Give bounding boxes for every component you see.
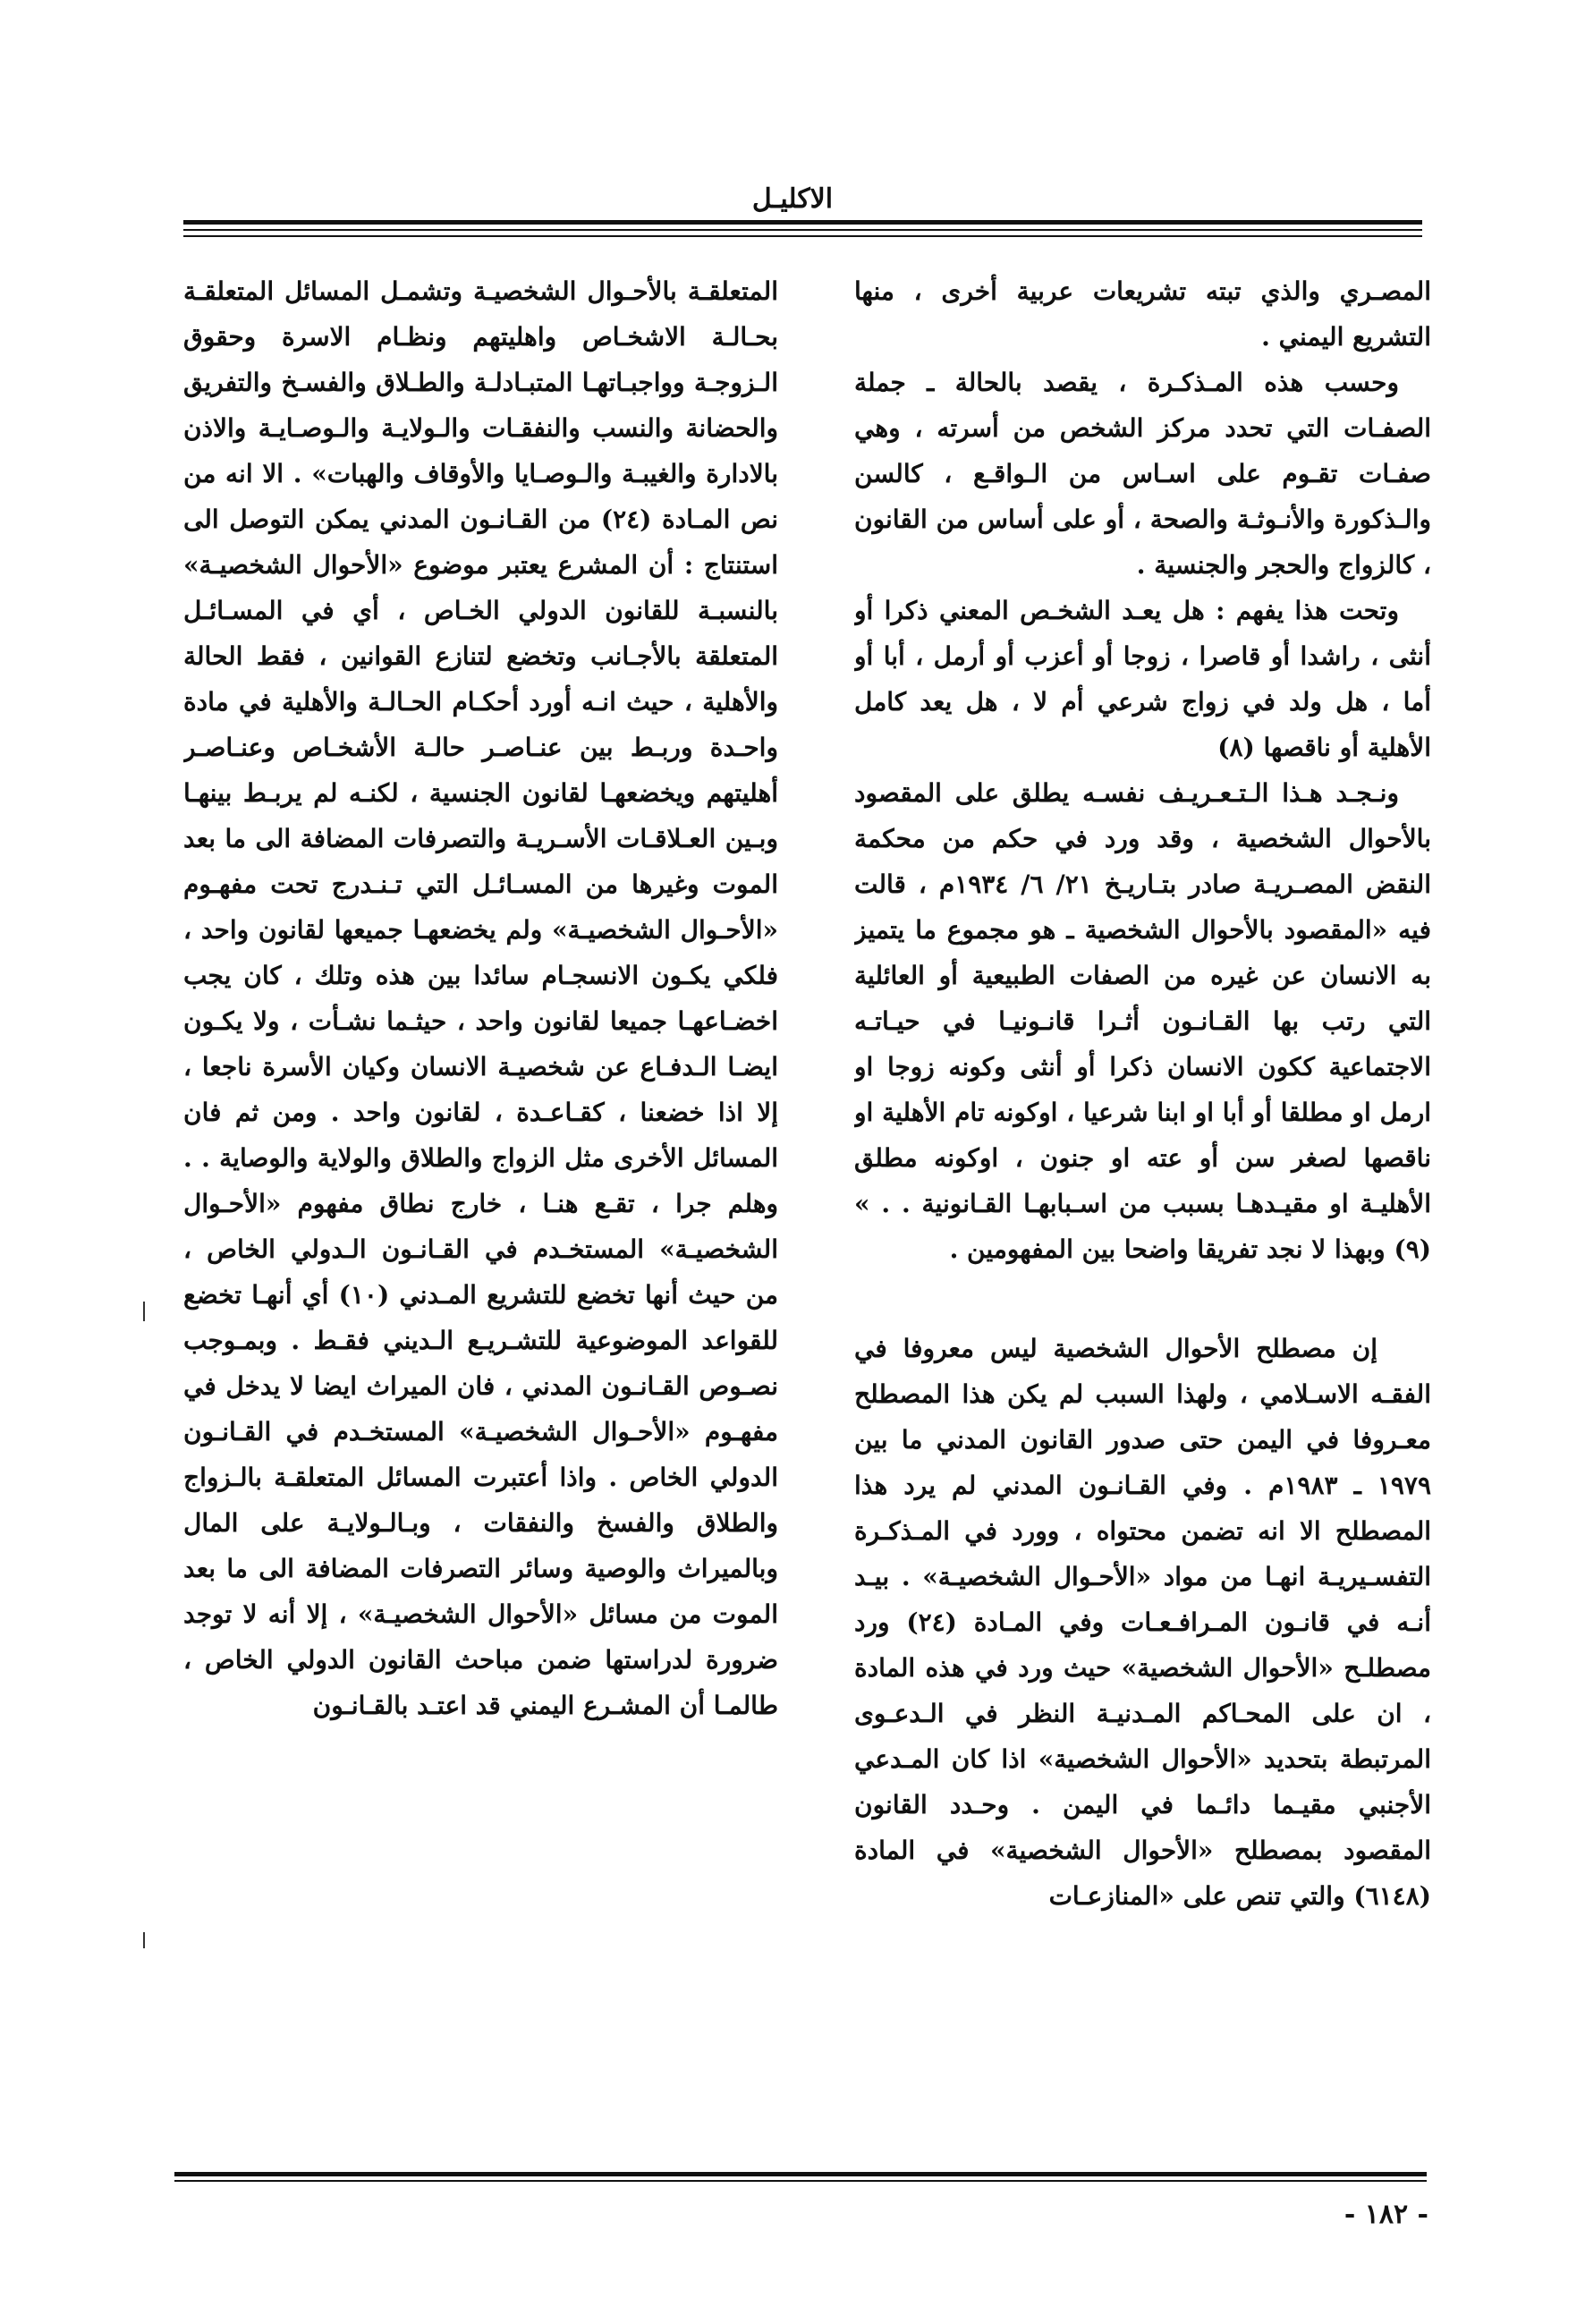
right-paragraph-1: المصـري والذي تبته تشريعات عربية أخرى ، منها التشريع اليمني . [854,276,1431,352]
page-number: - ١٨٢ - [1343,2199,1428,2230]
footer-rule-thin [174,2180,1427,2182]
header-rule-thin [183,229,1422,231]
section-spacer [854,1272,1431,1326]
right-paragraph-2: وحسب هذه المـذكـرة ، يقصد بالحالة ـ جملة الصفـات التي تحدد مركز الشخص من أسرته ، وهي صفـات تقـوم على اسـاس من الـواقـع ، كالسن والـذكورة والأنـوثـة والصحة ، أو على أساس من القانون ، كالزواج والحجر والجنسية . [854,368,1431,580]
margin-mark [143,1302,145,1321]
right-text-column [854,268,1431,2111]
right-paragraph-4: ونـجـد هـذا الـتـعـريـف نفسـه يطلق على المقصود بالأحوال الشخصية ، وقد ورد في حكم من محكمة النقض المصـريـة صادر بتـاريـخ ٢١/ ٦/ ١٩٣٤م ، قالت فيه «المقصود بالأحوال الشخصية ـ هو مجموع ما يتميز به الانسان عن غيره من الصفات الطبيعية أو العائلية التي رتب بها القـانـون أثـرا قانـونيـا في حيـاتـه الاجتماعية ككون الانسان ذكرا أو أنثى وكونه زوجا او ارمل او مطلقا أو أبا او ابنا شرعيا ، اوكونه تام الأهلية او ناقصها لصغر سن أو عته او جنون ، اوكونه مطلق الأهليـة او مقيـدهـا بسبب من اسـبابهـا القـانونية . . » (٩) وبهذا لا نجد تفريقا واضحا بين المفهومين . [854,778,1431,1264]
right-paragraph-3: وتحت هذا يفهم : هل يعـد الشخـص المعني ذكرا أو أنثى ، راشدا أو قاصرا ، زوجا أو أعزب أو أرمل ، أبا أو أما ، هل ولد في زواج شرعي أم لا ، هل يعد كامل الأهلية أو ناقصها (٨) [854,596,1431,762]
running-header-title: الاكليـل [751,183,834,215]
margin-mark [143,1932,145,1948]
left-text-column [183,268,778,2111]
header-rule-thick [183,220,1422,225]
footer-rule-thick [174,2172,1427,2176]
right-paragraph-5: إن مصطلح الأحوال الشخصية ليس معروفا في الفقـه الاسـلامي ، ولهذا السبب لم يكن هذا المصطلح معـروفا في اليمن حتى صدور القانون المدني ما بين ١٩٧٩ ـ ١٩٨٣م . وفي القـانـون المدني لم يرد هذا المصطلح الا انه تضمن محتواه ، وورد في المـذكـرة التفسـيريـة انهـا من مواد «الأحـوال الشخصيـة» . بيـد أنـه في قانـون المـرافـعـات وفي المـادة (٢٤) ورد مصطلـح «الأحوال الشخصية» حيث ورد في هذه المادة ، ان على المحـاكم المـدنيـة النظر في الـدعـوى المرتبطة بتحديد «الأحوال الشخصية» اذا كان المـدعي الأجنبي مقيـما دائـما في اليمن . وحـدد القانون المقصود بمصطلح «الأحوال الشخصية» في المادة (٦١٤٨) والتي تنص على «المنازعـات [854,1334,1431,1911]
header-rule-thin-2 [183,235,1422,237]
left-paragraph-1: المتعلقـة بالأحـوال الشخصيـة وتشمـل المسائل المتعلقـة بحـالـة الاشخـاص واهليتهم ونظـام الاسرة وحقوق الـزوجـة وواجبـاتهـا المتبـادلـة والطـلاق والفسـخ والتفريق والحضانة والنسب والنفقـات والـولايـة والـوصـايـة والاذن بالادارة والغيبـة والـوصـايا والأوقاف والهبات» . الا انه من نص المـادة (٢٤) من القـانـون المدني يمكن التوصل الى استنتاج : أن المشرع يعتبر موضوع «الأحوال الشخصيـة» بالنسبـة للقانون الدولي الخـاص ، أي في المسـائـل المتعلقة بالأجـانب وتخضع لتنازع القوانين ، فقط الحالة والأهلية ، حيث انـه أورد أحكـام الحـالـة والأهلية في مادة واحـدة وربـط بين عنـاصـر حالـة الأشخـاص وعنـاصـر أهليتهم ويخضعهـا لقانون الجنسية ، لكنـه لم يربـط بينهـا وبـين العـلاقـات الأسـريـة والتصرفات المضافة الى ما بعد الموت وغيرها من المسـائـل التي تـنـدرج تحت مفهـوم «الأحـوال الشخصيـة» ولم يخضعهـا جميعها لقانون واحد ، فلكي يكـون الانسجـام سائدا بين هذه وتلك ، كان يجب اخضـاعهـا جميعا لقانون واحد ، حيثـما نشـأت ، ولا يكـون ايضـا الـدفـاع عن شخصيـة الانسان وكيان الأسرة ناجعا ، إلا اذا خضعنا ، كقـاعـدة ، لقانون واحد . ومن ثم فان المسائل الأخرى مثل الزواج والطلاق والولاية والوصاية . . وهلم جرا ، تقـع هنـا ، خارج نطاق مفهوم «الأحـوال الشخصيـة» المستخـدم في القـانـون الـدولي الخاص ، من حيث أنها تخضع للتشريع المـدني (١٠) أي أنهـا تخضع للقواعد الموضوعية للتشـريـع الـديني فقـط . وبمـوجب نصـوص القـانـون المدني ، فان الميراث ايضا لا يدخل في مفهـوم «الأحـوال الشخصيـة» المستخـدم في القـانـون الدولي الخاص . واذا أعتبرت المسائل المتعلقـة بالـزواج والطلاق والفسخ والنفقات ، وبـالـولايـة على المال وبالميراث والوصية وسائر التصرفات المضافة الى ما بعد الموت من مسائل «الأحوال الشخصيـة» ، إلا أنه لا توجد ضرورة لدراستها ضمن مباحث القانون الدولي الخاص ، طالمـا أن المشـرع اليمني قد اعتـد بالقـانـون [183,276,778,1720]
